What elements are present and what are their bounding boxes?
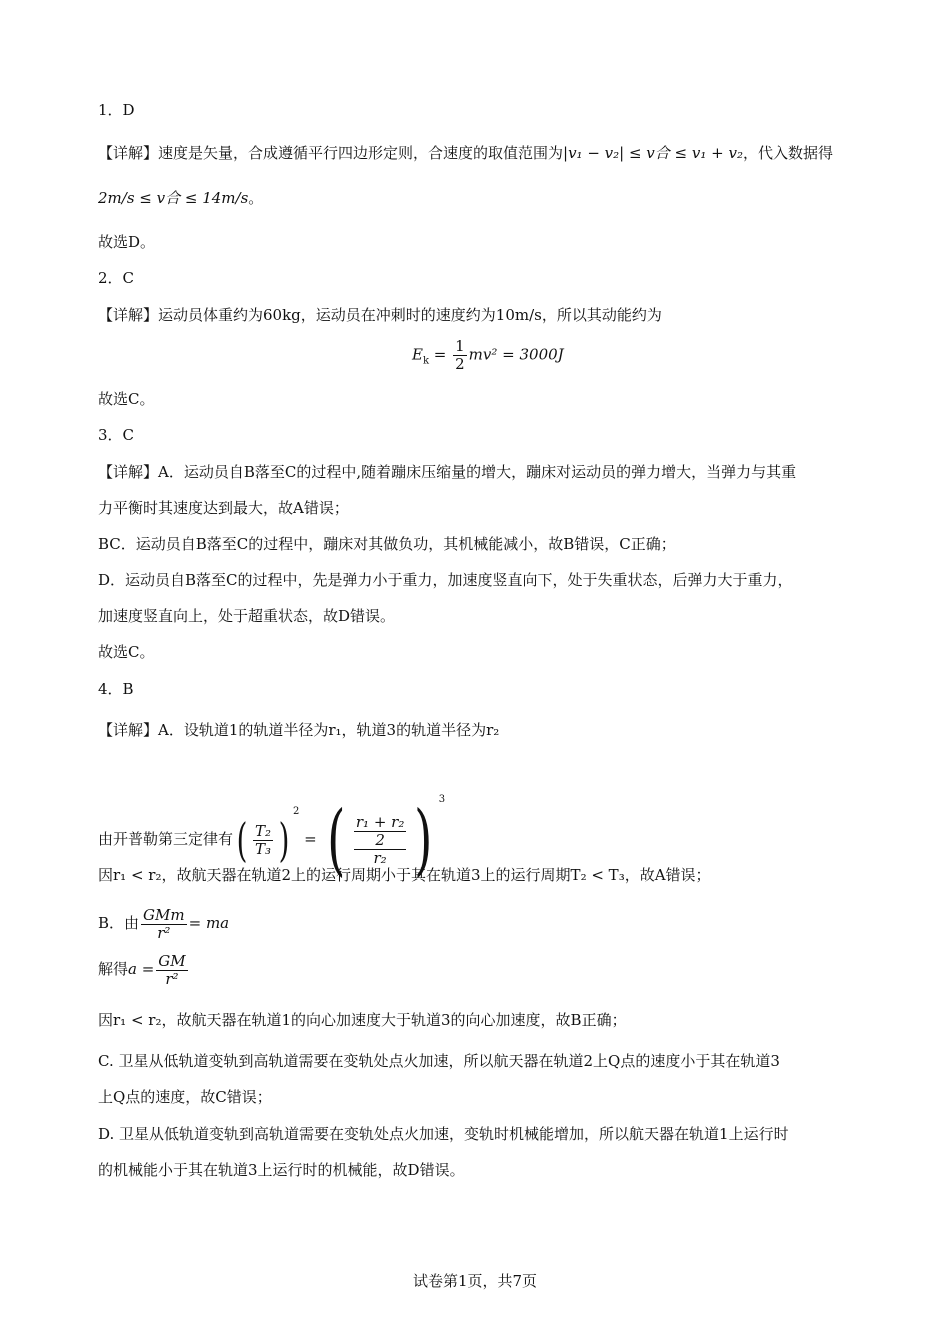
q4-period-num: T₂	[254, 821, 271, 840]
q4-line9: D. 卫星从低轨道变轨到高轨道需要在变轨处点火加速，变轨时机械能增加，所以航天器在轨道1上运行时	[98, 1125, 789, 1143]
q4-solve-equation	[98, 950, 190, 988]
q4-gravity-num: GMm	[143, 905, 185, 924]
q4-left-paren-1: (	[236, 813, 248, 867]
q3-line2: 力平衡时其速度达到最大，故A错误；	[98, 499, 349, 517]
q4-kepler-equation: 由开普勒第三定律有( $\frac{\text{T₂}}{\text{T₃}}$ )$^2$ = ( r₁ + r₂ 2 r₂ ) $^3$	[98, 794, 446, 885]
q3-line4: D．运动员自B落至C的过程中，先是弹力小于重力，加速度竖直向下，处于失重状态，后弹力大于重力，	[98, 571, 793, 589]
q4-line7: C. 卫星从低轨道变轨到高轨道需要在变轨处点火加速，所以航天器在轨道2上Q点的速度小于其在轨道3	[98, 1052, 780, 1070]
q1-result-end: 。	[248, 189, 264, 207]
q4-gravity-fraction	[141, 907, 187, 942]
q4-accel-num: GM	[158, 951, 186, 970]
q4-period-den: T₃	[254, 839, 271, 858]
q4-radius-num: r₁ + r₂	[355, 812, 405, 831]
q4-radius-ratio	[354, 814, 406, 867]
q1-detail-text-b: ，代入数据得	[742, 144, 833, 162]
q4-gravity-equation	[98, 904, 229, 942]
q4-left-paren-2: (	[327, 795, 346, 885]
q2-answer: 2．C	[98, 269, 135, 287]
q4-period-ratio	[253, 823, 273, 858]
q2-detail: 【详解】运动员体重约为60kg，运动员在冲刺时的速度约为10m/s，所以其动能约为	[98, 306, 662, 324]
q1-detail	[98, 143, 833, 163]
q1-range-formula: |v₁ − v₂| ≤ v合 ≤ v₁ + v₂	[563, 144, 743, 162]
q2-formula-rest: mv² = 3000J	[468, 345, 564, 364]
q3-answer: 3．C	[98, 426, 135, 444]
q1-conclusion: 故选D。	[98, 233, 156, 251]
q4-accel-den: r²	[156, 970, 187, 988]
q2-formula: $E_k$ = $\frac{1}{2}$ mv² = 3000J	[412, 337, 564, 373]
q4-right-paren-1: )	[278, 813, 290, 867]
q4-b-rest: = ma	[188, 914, 230, 932]
q2-half-den: 2	[455, 355, 465, 373]
page-footer: 试卷第1页，共7页	[412, 1272, 538, 1290]
q4-gravity-den: r²	[141, 924, 187, 942]
q3-line5: 加速度竖直向上，处于超重状态，故D错误。	[98, 607, 396, 625]
q2-formula-lhs-sub: k	[422, 355, 430, 367]
q4-b-prefix: B．由	[98, 914, 140, 932]
q3-line3: BC．运动员自B落至C的过程中，蹦床对其做负功，其机械能减小，故B错误，C正确；	[98, 535, 676, 553]
q4-kepler-prefix: 由开普勒第三定律有	[98, 830, 234, 848]
q2-formula-lhs: E	[412, 345, 423, 364]
q4-line10: 的机械能小于其在轨道3上运行时的机械能，故D错误。	[98, 1161, 465, 1179]
q1-answer: 1．D	[98, 101, 135, 119]
q4-right-paren-2: )	[414, 795, 433, 885]
q1-result	[98, 188, 263, 208]
q4-radius-mid: 2	[354, 831, 406, 849]
q2-half-num: 1	[455, 337, 465, 355]
q1-result-formula: 2m/s ≤ v合 ≤ 14m/s	[98, 189, 249, 207]
q4-solve-prefix: 解得	[98, 960, 129, 978]
q4-line3: 因r₁ < r₂，故航天器在轨道2上的运行周期小于其在轨道3上的运行周期T₂ < T₃，故A错误；	[98, 866, 711, 884]
q1-detail-text-a: 【详解】速度是矢量，合成遵循平行四边形定则，合速度的取值范围为	[98, 144, 564, 162]
q3-line1: 【详解】A．运动员自B落至C的过程中,随着蹦床压缩量的增大，蹦床对运动员的弹力增大，当弹力与其重	[98, 463, 797, 481]
q3-conclusion: 故选C。	[98, 643, 155, 661]
q4-solve-lhs: a =	[128, 960, 155, 978]
q4-line1: 【详解】A．设轨道1的轨道半径为r₁，轨道3的轨道半径为r₂	[98, 721, 500, 739]
q4-line8: 上Q点的速度，故C错误；	[98, 1088, 272, 1106]
q4-accel-fraction	[156, 953, 187, 988]
q4-answer: 4．B	[98, 680, 134, 698]
q4-radius-den: r₂	[354, 849, 406, 867]
q4-line6: 因r₁ < r₂，故航天器在轨道1的向心加速度大于轨道3的向心加速度，故B正确；	[98, 1011, 627, 1029]
q2-half-fraction	[453, 338, 467, 373]
q2-conclusion: 故选C。	[98, 390, 155, 408]
